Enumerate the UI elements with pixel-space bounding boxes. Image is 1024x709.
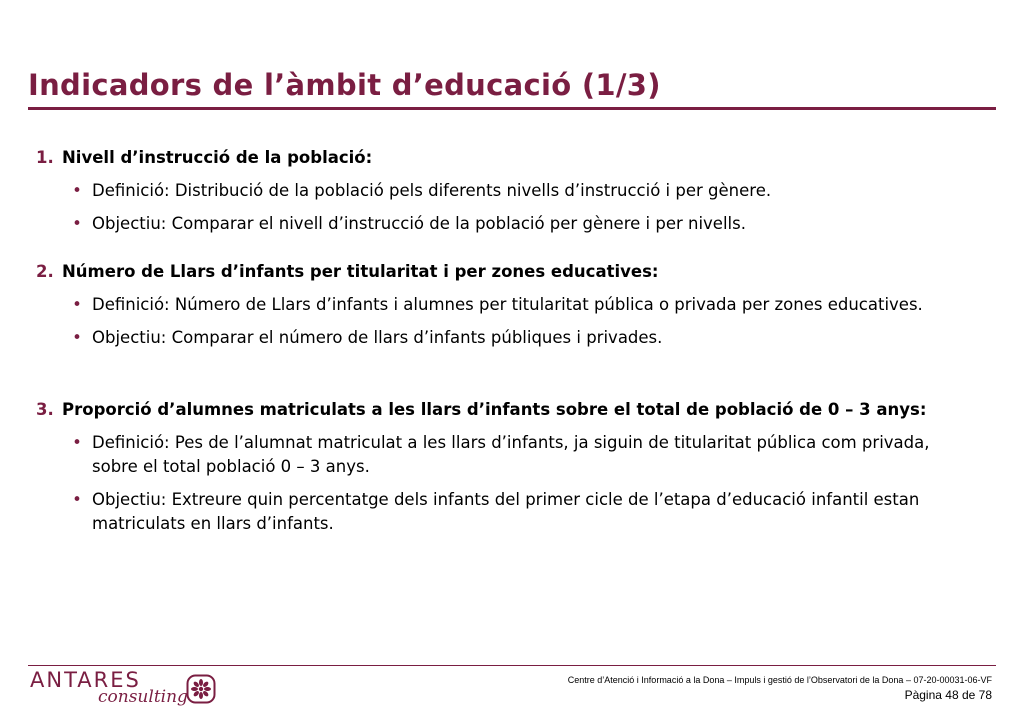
item-number: 3. bbox=[36, 400, 54, 419]
bullet-dot-icon: • bbox=[72, 214, 82, 233]
flower-logo-icon bbox=[186, 674, 216, 704]
list-item bbox=[36, 398, 976, 536]
footer-document-reference: Centre d’Atenció i Informació a la Dona – Impuls i gestió de l’Observatori de la Dona – 07-20-00031-06-VF bbox=[567, 675, 992, 685]
bullet-text: Objectiu: Comparar el nivell d’instrucció de la població per gènere i per nivells. bbox=[92, 214, 746, 233]
bullet-text: Definició: Número de Llars d’infants i alumnes per titularitat pública o privada per zones educatives. bbox=[92, 295, 923, 314]
item-heading: Proporció d’alumnes matriculats a les llars d’infants sobre el total de població de 0 – 3 anys: bbox=[62, 400, 927, 419]
bullet-dot-icon: • bbox=[72, 295, 82, 314]
bullet-text: Objectiu: Extreure quin percentatge dels infants del primer cicle de l’etapa d’educació infantil estan matriculats en llars d’infants. bbox=[92, 490, 920, 533]
footer-divider bbox=[28, 665, 996, 666]
list-item bbox=[36, 260, 976, 350]
item-heading: Número de Llars d’infants per titularitat i per zones educatives: bbox=[62, 262, 659, 281]
page-title: Indicadors de l’àmbit d’educació (1/3) bbox=[28, 68, 661, 102]
bullet-text: Objectiu: Comparar el número de llars d’infants públiques i privades. bbox=[92, 328, 663, 347]
company-logo-text: ANTARES bbox=[30, 668, 141, 692]
company-logo-subtext: consulting bbox=[98, 687, 188, 707]
item-number: 2. bbox=[36, 262, 54, 281]
title-divider bbox=[28, 107, 996, 110]
item-heading: Nivell d’instrucció de la població: bbox=[62, 148, 373, 167]
item-number: 1. bbox=[36, 148, 54, 167]
bullet-text: Definició: Pes de l’alumnat matriculat a les llars d’infants, ja siguin de titularitat pública com privada, sobre el total població 0 – 3 anys. bbox=[92, 433, 930, 476]
page-number: Pàgina 48 de 78 bbox=[904, 688, 992, 702]
bullet-dot-icon: • bbox=[72, 328, 82, 347]
bullet-text: Definició: Distribució de la població pels diferents nivells d’instrucció i per gènere. bbox=[92, 181, 772, 200]
bullet-dot-icon: • bbox=[72, 433, 82, 452]
bullet-dot-icon: • bbox=[72, 490, 82, 509]
bullet-dot-icon: • bbox=[72, 181, 82, 200]
list-item bbox=[36, 146, 976, 236]
